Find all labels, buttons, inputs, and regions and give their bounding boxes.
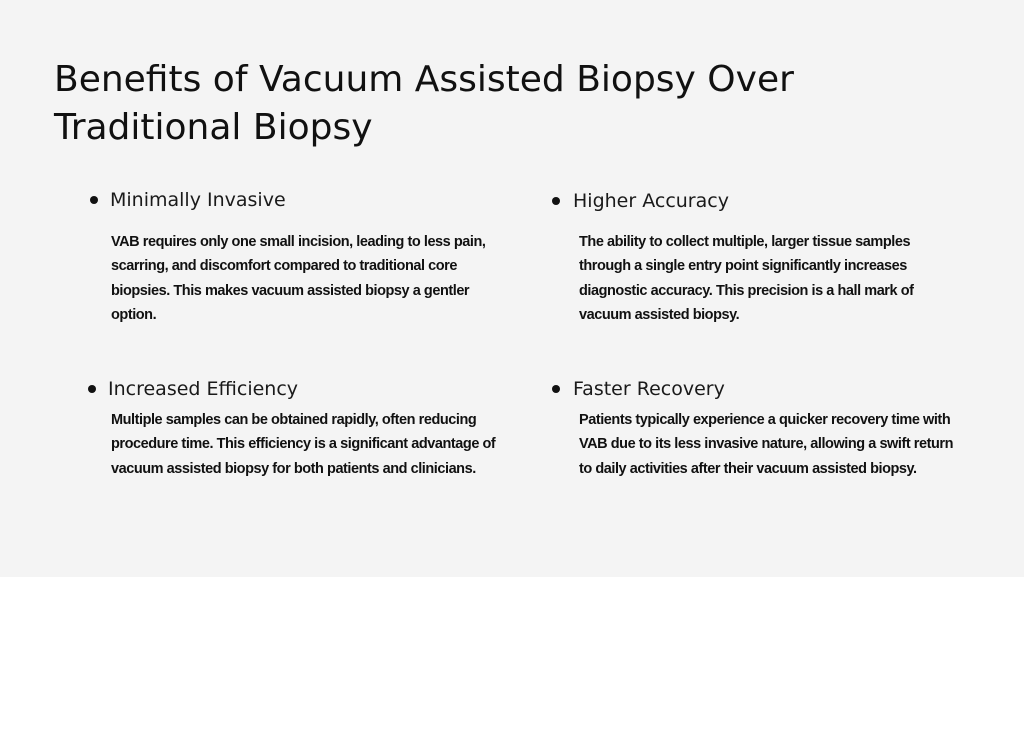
benefit-heading: Minimally Invasive (110, 189, 286, 211)
benefit-description: Multiple samples can be obtained rapidly, often reducing procedure time. This efficiency is a significant advantage of vacuum assisted biopsy for both patients and clinicians. (111, 412, 496, 477)
bullet-icon (552, 197, 560, 205)
benefit-description: VAB requires only one small incision, leading to less pain, scarring, and discomfort compared to traditional core biopsies. This makes vacuum assisted biopsy a gentler option. (111, 234, 486, 323)
bullet-icon (90, 196, 98, 204)
benefit-heading: Higher Accuracy (573, 190, 729, 212)
bullet-icon (552, 385, 560, 393)
bullet-icon (88, 385, 96, 393)
benefit-heading: Increased Efficiency (108, 378, 299, 400)
benefit-heading: Faster Recovery (573, 378, 725, 400)
page-title: Benefits of Vacuum Assisted Biopsy Over Traditional Biopsy (54, 59, 794, 148)
benefit-description: The ability to collect multiple, larger tissue samples through a single entry point significantly increases diagnostic accuracy. This precision is a hall mark of vacuum assisted biopsy. (579, 234, 914, 323)
benefit-description: Patients typically experience a quicker recovery time with VAB due to its less invasive nature, allowing a swift return to daily activities after their vacuum assisted biopsy. (579, 412, 953, 477)
